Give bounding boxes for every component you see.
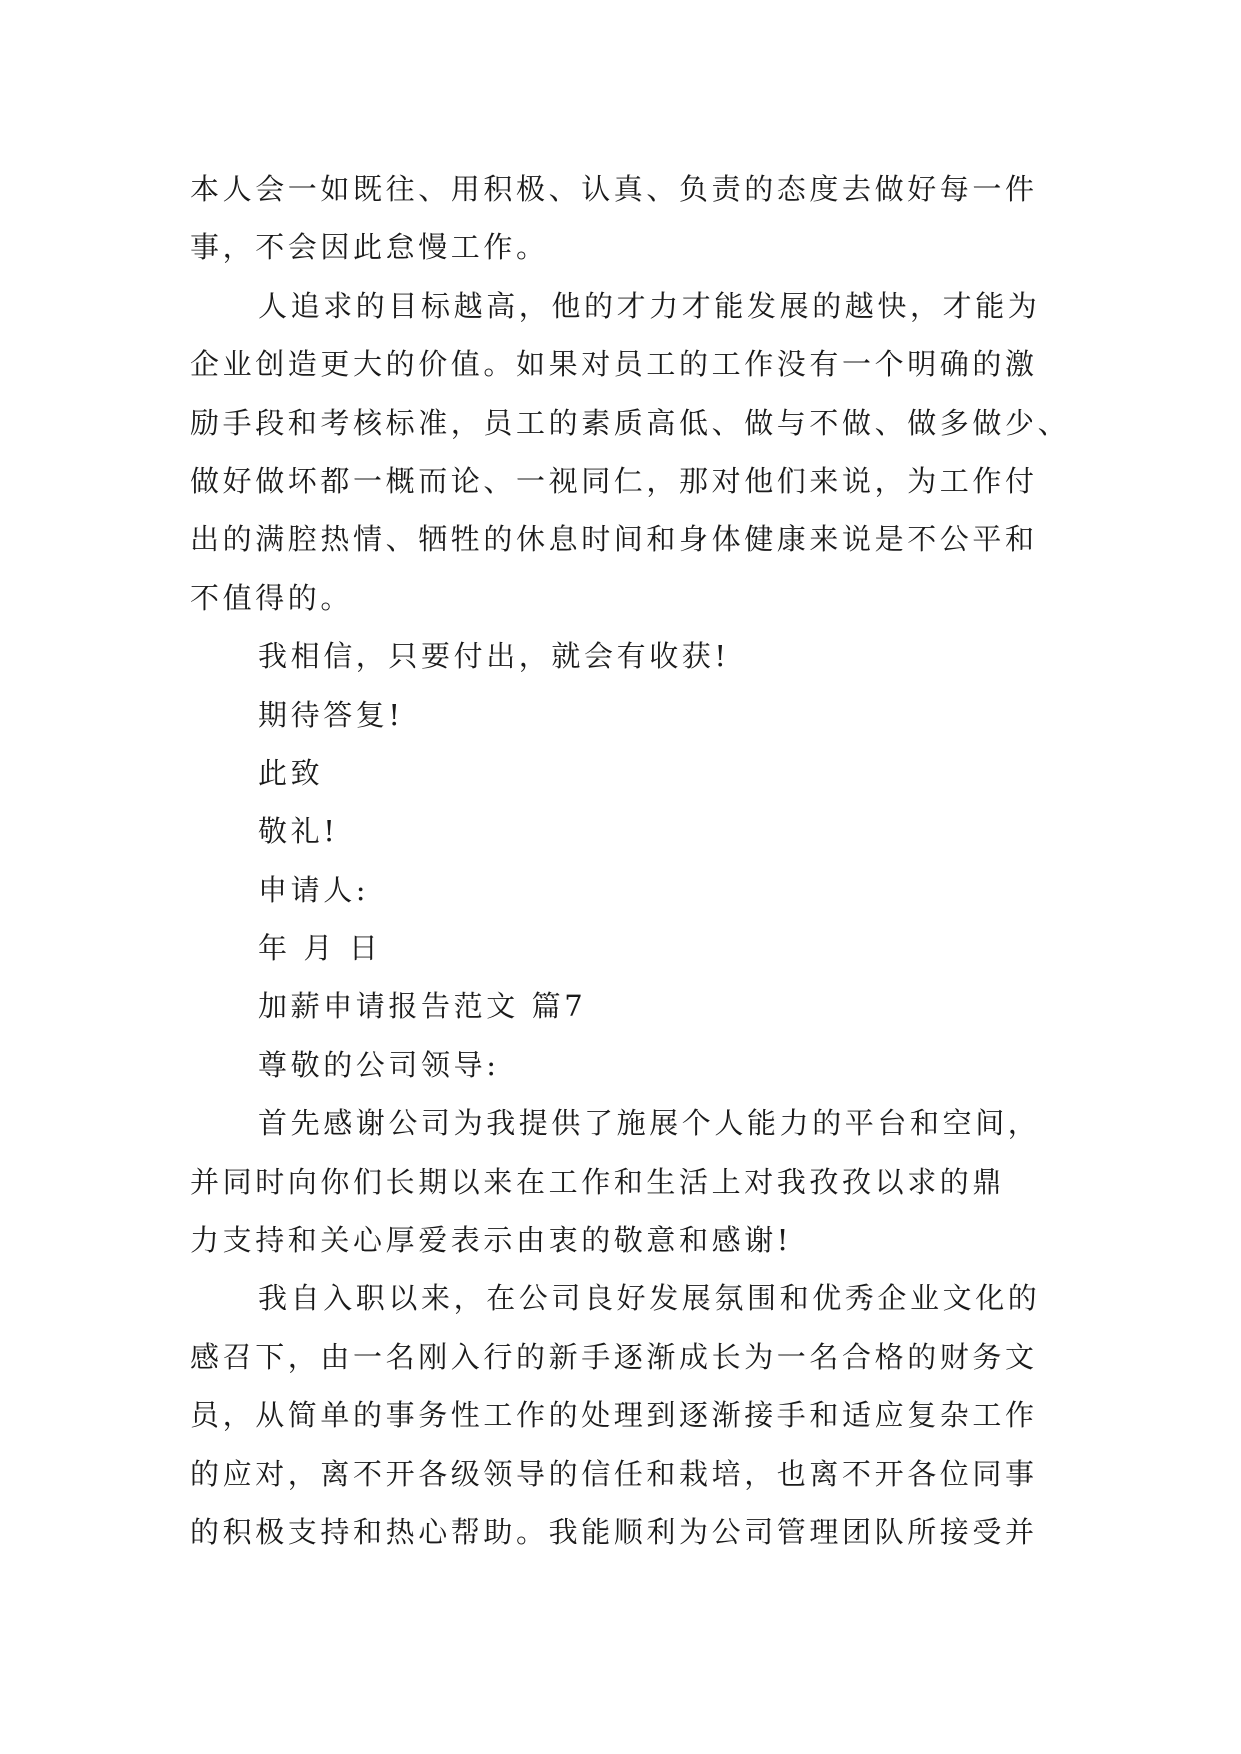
text-line: 力支持和关心厚爱表示由衷的敬意和感谢! (190, 1223, 793, 1258)
text-line: 年 月 日 (258, 931, 382, 966)
text-line: 事，不会因此怠慢工作。 (190, 230, 549, 265)
text-line: 人追求的目标越高，他的才力才能发展的越快，才能为 (258, 288, 1041, 323)
text-line: 此致 (258, 755, 324, 790)
text-line: 本人会一如既往、用积极、认真、负责的态度去做好每一件 (190, 172, 1038, 206)
text-line: 做好做坏都一概而论、一视同仁，那对他们来说，为工作付 (190, 463, 1038, 498)
text-line: 励手段和考核标准，员工的素质高低、做与不做、做多做少、 (190, 405, 1071, 440)
text-line: 首先感谢公司为我提供了施展个人能力的平台和空间， (258, 1106, 1041, 1141)
text-line: 加薪申请报告范文 篇7 (258, 989, 587, 1024)
text-line: 企业创造更大的价值。如果对员工的工作没有一个明确的激 (190, 347, 1038, 382)
text-line: 并同时向你们长期以来在工作和生活上对我孜孜以求的鼎 (190, 1164, 1006, 1199)
text-line: 不值得的。 (190, 580, 354, 615)
text-line: 我相信，只要付出，就会有收获! (258, 639, 730, 674)
text-line: 敬礼! (258, 814, 339, 849)
text-line: 感召下，由一名刚入行的新手逐渐成长为一名合格的财务文 (190, 1339, 1038, 1374)
text-line: 尊敬的公司领导: (258, 1047, 500, 1082)
text-line: 的积极支持和热心帮助。我能顺利为公司管理团队所接受并 (190, 1514, 1038, 1549)
text-line: 申请人: (258, 872, 370, 907)
text-line: 出的满腔热情、牺牲的休息时间和身体健康来说是不公平和 (190, 522, 1038, 557)
text-line: 员，从简单的事务性工作的处理到逐渐接手和适应复杂工作 (190, 1398, 1038, 1433)
text-line: 期待答复! (258, 697, 404, 732)
document-body (190, 160, 1071, 1561)
text-line: 的应对，离不开各级领导的信任和栽培，也离不开各位同事 (190, 1456, 1038, 1491)
text-line: 我自入职以来，在公司良好发展氛围和优秀企业文化的 (258, 1281, 1041, 1316)
